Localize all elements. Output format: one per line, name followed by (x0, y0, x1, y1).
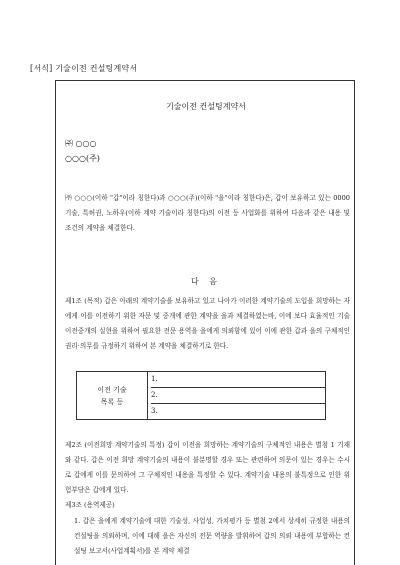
technology-item: 2. (151, 388, 325, 404)
technology-list-label (77, 372, 148, 420)
article-2: 제2조 (이전희망 계약기술의 특정) 갑이 이전을 희망하는 계약기술의 구체적인 내용은 별첨 1 기재와 같다. 갑은 이전 희망 계약기술의 내용이 불분명할 경우 또는 관련하여 의문이 있는 경우는 수시로 갑에게 이를 문의하여 그 구체적인 내용을 특정할 수 있다. 계약기술 내용의 불특정으로 인한 위험부담은 갑에게 있다. (65, 441, 350, 494)
intro-paragraph: ㈜ ○○○(이하 "갑"이라 칭한다)과 ○○○(주)(이하 "을"이라 칭한다)은, 갑이 보유하고 있는 0000 기술, 특허권, 노하우(이하 계약 기술이라 칭한다)의 이전 등 사업화를 위하여 다음과 같은 내용 및 조건의 계약을 체결한다. (65, 194, 350, 232)
technology-list-table (76, 371, 326, 420)
label-line-2: 목록 등 (100, 397, 124, 406)
article-3-item-1: 1. 갑은 을에게 계약기술에 대한 기술성, 사업성, 가치평가 등 별첨 2에서 상세히 규정한 내용의 컨설팅을 의뢰하며, 이에 대해 을은 자신의 전문 역량을 발휘하여 갑의 의뢰 내용에 부합하는 컨설팅 보고서(사업계획서)를 본 계약 체결 (74, 517, 350, 555)
article-3-heading: 제3조 (용역제공) (65, 501, 115, 509)
section-heading: 다 음 (191, 277, 221, 286)
label-line-1: 이전 기술 (97, 385, 127, 394)
article-1: 제1조 (목적) 갑은 아래의 계약기술을 보유하고 있고 나아가 이러한 계약기술의 도입을 희망하는 자에게 이를 이전하기 위한 자문 및 중개에 관한 계약을 을과 체결하였는바, 이에 보다 효율적인 기술이전중개의 실현을 위하여 필요한 전문 용역을 을에게 의뢰함에 있어 이에 관한 갑과 을의 구체적인 권리·의무를 규정하기 위하여 본 계약을 체결하기로 한다. (65, 297, 350, 350)
party-a: ㈜ ○○○ (65, 139, 97, 148)
document-frame (55, 80, 355, 565)
form-label: [서식] 기술이전 컨설팅계약서 (30, 64, 138, 73)
technology-item: 1. (151, 372, 325, 388)
technology-items (148, 372, 326, 420)
party-b: ○○○(주) (65, 154, 100, 163)
technology-item: 3. (151, 407, 158, 415)
document-title: 기술이전 컨설팅계약서 (166, 102, 246, 111)
